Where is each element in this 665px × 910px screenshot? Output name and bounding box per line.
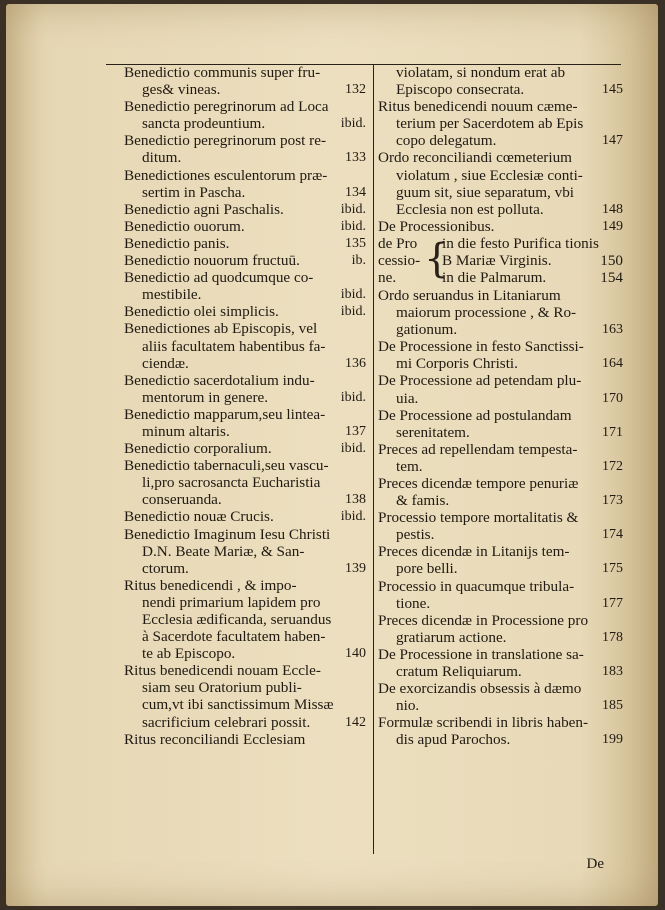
index-entry: [124, 577, 366, 662]
entry-text: Benedictio ouorum.: [124, 217, 245, 235]
entry-text: mestibile.: [142, 286, 202, 304]
index-entry: [124, 662, 366, 730]
entry-text: Benedictio communis super fru-: [124, 64, 321, 81]
entry-line: [378, 115, 623, 132]
entry-text: mentorum in genere.: [142, 388, 269, 406]
index-entry: [124, 303, 366, 320]
entry-line: [124, 372, 366, 389]
entry-line: [124, 338, 366, 355]
entry-text: Ordo seruandus in Litaniarum: [378, 286, 561, 304]
entry-line: [378, 441, 623, 458]
entry-text: Benedictiones esculentorum præ-: [124, 166, 328, 184]
entry-text: Benedictio Imaginum Iesu Christi: [124, 525, 331, 543]
entry-line: [378, 390, 623, 407]
entry-text: Formulæ scribendi in libris haben-: [378, 714, 589, 732]
entry-line: [124, 303, 366, 320]
page-number: 163: [602, 322, 623, 338]
entry-text: nio.: [396, 697, 420, 715]
right-column: [378, 64, 623, 748]
index-entry: [378, 98, 623, 149]
entry-line: [124, 423, 366, 440]
entry-text: conseruanda.: [142, 491, 222, 509]
entry-text: Ritus reconciliandi Ecclesiam: [124, 730, 306, 748]
entry-line: [378, 595, 623, 612]
page-number: ibid.: [340, 389, 366, 405]
brace-item-text: in die Palmarum.: [442, 269, 547, 287]
entry-line: [124, 320, 366, 337]
entry-text: Ecclesia ædificanda, seruandus: [142, 611, 332, 628]
entry-line: [378, 64, 623, 81]
index-entry: [124, 132, 366, 166]
entry-line: [378, 458, 623, 475]
entry-text: mi Corporis Christi.: [396, 355, 518, 373]
entry-line: [124, 167, 366, 184]
entry-line: [124, 98, 366, 115]
index-entry: [378, 372, 623, 406]
entry-text: li,pro sacrosancta Eucharistia: [142, 474, 321, 492]
entry-line: [378, 526, 623, 543]
page-number: 171: [602, 424, 623, 440]
entry-text: tem.: [396, 457, 423, 475]
entry-line: [378, 372, 623, 389]
entry-text: Benedictio nouæ Crucis.: [124, 508, 274, 526]
page-number: 149: [602, 218, 623, 234]
entry-line: [378, 321, 623, 338]
page-number: 139: [345, 560, 366, 576]
column-divider: [373, 64, 374, 854]
page-number: 178: [602, 629, 623, 645]
entry-text: dis apud Parochos.: [396, 731, 511, 749]
page-number: ibid.: [340, 441, 366, 457]
entry-line: [378, 149, 623, 166]
brace-item-text: B Mariæ Virginis.: [442, 252, 552, 270]
entry-line: [124, 149, 366, 166]
page-number: 173: [602, 493, 623, 509]
entry-line: [124, 731, 366, 748]
entry-line: [124, 611, 366, 628]
entry-line: [124, 577, 366, 594]
page-number: ib.: [351, 253, 366, 269]
index-entry: [378, 441, 623, 475]
entry-text: Processio tempore mortalitatis &: [378, 509, 579, 527]
entry-text: Preces dicendæ in Processione pro: [378, 611, 589, 629]
entry-text: Ritus benedicendi nouum cæme-: [378, 98, 578, 116]
entry-text: ges& vineas.: [142, 81, 221, 99]
entry-text: Ritus benedicendi nouam Eccle-: [124, 662, 321, 680]
entry-text: Benedictiones ab Episcopis, vel: [124, 320, 318, 338]
index-entry: [378, 338, 623, 372]
entry-line: [124, 543, 366, 560]
index-entry: [378, 407, 623, 441]
entry-text: De Processione in translatione sa-: [378, 645, 584, 663]
page-number: 133: [345, 150, 366, 166]
page-number: 170: [602, 390, 623, 406]
entry-text: aliis facultatem habentibus fa-: [142, 337, 326, 355]
index-entry: [124, 440, 366, 457]
entry-text: cratum Reliquiarum.: [396, 663, 522, 680]
entry-text: Benedictio peregrinorum ad Loca: [124, 98, 329, 116]
entry-line: [378, 132, 623, 149]
entry-text: Benedictio nouorum fructuū.: [124, 252, 300, 270]
entry-line: [378, 424, 623, 441]
page-number: 147: [602, 133, 623, 149]
index-entry: [124, 235, 366, 252]
brace-lead-line: ne.: [378, 269, 397, 287]
entry-line: [124, 81, 366, 98]
entry-text: De Processionibus.: [378, 217, 495, 235]
entry-line: [124, 594, 366, 611]
entry-text: Episcopo consecrata.: [396, 81, 525, 99]
entry-text: De exorcizandis obsessis à dæmo: [378, 680, 582, 698]
entry-text: Benedictio tabernaculi,seu vascu-: [124, 457, 329, 475]
processione-brace-entry: [378, 235, 623, 287]
entry-text: Benedictio agni Paschalis.: [124, 200, 284, 218]
entry-line: [124, 355, 366, 372]
index-entry: [378, 64, 623, 98]
entry-line: [378, 612, 623, 629]
index-entry: [378, 646, 623, 680]
entry-text: Preces dicendæ in Litanijs tem-: [378, 543, 570, 561]
page-number: 177: [602, 595, 623, 611]
entry-line: [124, 235, 366, 252]
entry-text: Benedictio olei simplicis.: [124, 303, 279, 321]
entry-text: cum,vt ibi sanctissimum Missæ: [142, 696, 334, 714]
entry-text: tione.: [396, 594, 431, 612]
entry-line: [378, 304, 623, 321]
entry-line: [378, 287, 623, 304]
entry-line: [124, 440, 366, 457]
index-entry: [124, 269, 366, 303]
index-entry: [378, 149, 623, 217]
entry-text: te ab Episcopo.: [142, 645, 236, 663]
entry-line: [378, 646, 623, 663]
entry-text: pestis.: [396, 526, 435, 544]
page-number: 148: [602, 201, 623, 217]
entry-line: [124, 201, 366, 218]
index-entry: [378, 612, 623, 646]
entry-line: [124, 645, 366, 662]
index-entry: [124, 218, 366, 235]
entry-text: ciendæ.: [142, 354, 189, 372]
entry-text: à Sacerdote facultatem haben-: [142, 628, 326, 646]
entry-text: guum sit, siue separatum, vbi: [396, 183, 575, 201]
entry-text: Benedictio peregrinorum post re-: [124, 132, 327, 150]
entry-line: [124, 714, 366, 731]
entry-line: [124, 457, 366, 474]
book-page: [6, 4, 658, 906]
entry-text: Processio in quacumque tribula-: [378, 577, 575, 595]
entry-text: nendi primarium lapidem pro: [142, 593, 321, 611]
entry-text: Ritus benedicendi , & impo-: [124, 576, 297, 594]
entry-line: [124, 474, 366, 491]
entry-line: [378, 731, 623, 748]
entry-line: [124, 132, 366, 149]
page-number: ibid.: [340, 287, 366, 303]
entry-text: serenitatem.: [396, 423, 470, 441]
index-entry: [124, 508, 366, 525]
entry-line: [378, 81, 623, 98]
page-number: 140: [345, 646, 366, 662]
entry-text: Preces ad repellendam tempesta-: [378, 440, 578, 458]
entry-line: [124, 115, 366, 132]
page-number: 132: [345, 82, 366, 98]
entry-line: [124, 184, 366, 201]
entry-line: [124, 406, 366, 423]
entry-text: sancta prodeuntium.: [142, 115, 266, 133]
right-column-bottom: [378, 287, 623, 749]
entry-text: gratiarum actione.: [396, 628, 507, 646]
brace-item: [442, 235, 623, 252]
entry-line: [378, 338, 623, 355]
entry-text: Benedictio panis.: [124, 234, 230, 252]
entry-text: siam seu Oratorium publi-: [142, 679, 302, 697]
entry-line: [378, 509, 623, 526]
entry-line: [378, 492, 623, 509]
index-entry: [124, 526, 366, 577]
brace-lead-line: cessio-: [378, 252, 421, 270]
right-column-top: [378, 64, 623, 235]
entry-line: [124, 560, 366, 577]
entry-line: [124, 696, 366, 713]
index-entry: [124, 372, 366, 406]
page-number: ibid.: [340, 218, 366, 234]
index-entry: [124, 731, 366, 748]
entry-line: [378, 355, 623, 372]
entry-line: [378, 167, 623, 184]
index-entry: [124, 320, 366, 371]
index-entry: [378, 218, 623, 235]
entry-text: & famis.: [396, 492, 450, 510]
entry-text: uia.: [396, 389, 419, 407]
entry-line: [378, 663, 623, 680]
entry-line: [124, 662, 366, 679]
entry-text: Benedictio sacerdotalium indu-: [124, 371, 315, 389]
page-number: ibid.: [340, 304, 366, 320]
page-number: 150: [600, 252, 623, 270]
index-entry: [378, 680, 623, 714]
entry-line: [124, 269, 366, 286]
entry-text: pore belli.: [396, 560, 458, 578]
entry-line: [124, 628, 366, 645]
entry-text: minum altaris.: [142, 422, 230, 440]
page-number: 199: [602, 732, 623, 748]
entry-line: [378, 201, 623, 218]
entry-text: Ecclesia non est polluta.: [396, 200, 544, 218]
entry-text: Ordo reconciliandi cœmeterium: [378, 149, 572, 167]
page-number: 137: [345, 423, 366, 439]
entry-line: [378, 218, 623, 235]
entry-text: D.N. Beate Mariæ, & San-: [142, 542, 305, 560]
page-number: 164: [602, 356, 623, 372]
entry-line: [124, 252, 366, 269]
brace-lead: [378, 235, 428, 286]
index-entry: [378, 714, 623, 748]
entry-text: gationum.: [396, 321, 458, 339]
page-number: ibid.: [340, 509, 366, 525]
index-entry: [378, 475, 623, 509]
entry-line: [378, 714, 623, 731]
page-number: 145: [602, 82, 623, 98]
index-entry: [124, 252, 366, 269]
entry-line: [124, 389, 366, 406]
entry-line: [378, 629, 623, 646]
brace-item: [442, 269, 623, 286]
brace-lead-line: de Pro: [378, 234, 418, 252]
entry-text: sacrificium celebrari possit.: [142, 713, 311, 731]
entry-line: [378, 680, 623, 697]
entry-text: De Processione ad petendam plu-: [378, 372, 582, 390]
index-entry: [378, 509, 623, 543]
left-column: [124, 64, 366, 748]
entry-line: [378, 475, 623, 492]
entry-text: Preces dicendæ tempore penuriæ: [378, 474, 579, 492]
entry-line: [378, 98, 623, 115]
entry-line: [124, 491, 366, 508]
entry-text: maiorum processione , & Ro-: [396, 304, 577, 322]
page-number: 135: [345, 235, 366, 251]
entry-line: [124, 64, 366, 81]
page-number: 134: [345, 184, 366, 200]
index-entry: [378, 578, 623, 612]
entry-text: Benedictio mapparum,seu lintea-: [124, 405, 326, 423]
curly-brace-glyph: {: [424, 235, 450, 282]
page-number: 154: [600, 269, 623, 287]
entry-text: sertim in Pascha.: [142, 183, 246, 201]
page-number: 138: [345, 492, 366, 508]
entry-text: De Processione ad postulandam: [378, 406, 572, 424]
entry-text: copo delegatum.: [396, 132, 497, 150]
entry-line: [124, 679, 366, 696]
entry-line: [378, 578, 623, 595]
entry-line: [378, 407, 623, 424]
entry-text: Benedictio ad quodcumque co-: [124, 269, 314, 287]
page-number: 172: [602, 458, 623, 474]
entry-text: Benedictio corporalium.: [124, 440, 272, 458]
page-number: ibid.: [340, 201, 366, 217]
index-entry: [124, 201, 366, 218]
brace-items: [442, 235, 623, 286]
index-entry: [378, 543, 623, 577]
index-entry: [378, 287, 623, 338]
page-number: 174: [602, 527, 623, 543]
index-entry: [124, 406, 366, 440]
entry-line: [124, 526, 366, 543]
page-number: 185: [602, 698, 623, 714]
entry-text: violatum , siue Ecclesiæ conti-: [396, 166, 583, 184]
page-number: 136: [345, 355, 366, 371]
entry-line: [378, 560, 623, 577]
page-number: 142: [345, 714, 366, 730]
page-number: 183: [602, 664, 623, 679]
entry-line: [124, 508, 366, 525]
brace-item-text: in die festo Purifica tionis: [442, 234, 599, 252]
index-entry: [124, 167, 366, 201]
entry-text: ctorum.: [142, 559, 189, 577]
entry-text: ditum.: [142, 149, 182, 167]
entry-text: De Processione in festo Sanctissi-: [378, 338, 584, 356]
entry-line: [378, 697, 623, 714]
entry-line: [124, 218, 366, 235]
index-entry: [124, 64, 366, 98]
page-number: ibid.: [340, 116, 366, 132]
index-entry: [124, 457, 366, 508]
page-number: 175: [602, 561, 623, 577]
entry-text: terium per Sacerdotem ab Epis: [396, 115, 584, 133]
catchword: De: [586, 856, 604, 872]
entry-line: [124, 286, 366, 303]
entry-text: violatam, si nondum erat ab: [396, 64, 566, 81]
index-entry: [124, 98, 366, 132]
brace-item: [442, 252, 623, 269]
entry-line: [378, 543, 623, 560]
entry-line: [378, 184, 623, 201]
